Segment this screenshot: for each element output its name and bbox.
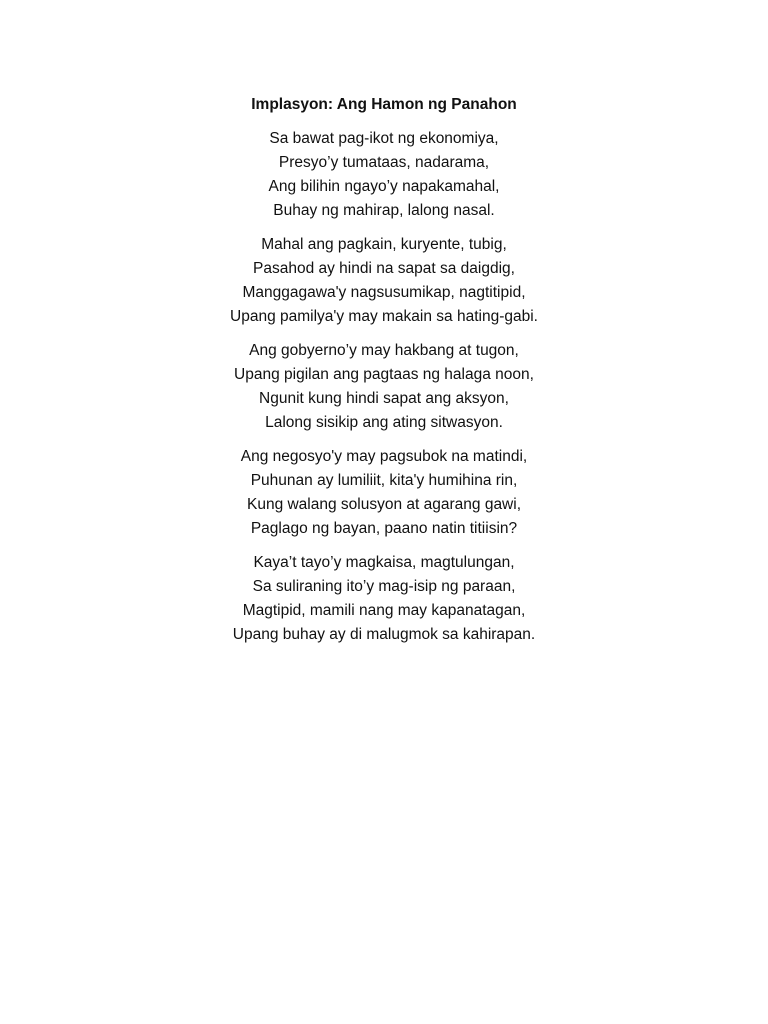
- poem-line: Kaya’t tayo’y magkaisa, magtulungan,: [253, 554, 515, 571]
- poem-line: Puhunan ay lumiliit, kita'y humihina rin,: [250, 472, 518, 489]
- poem-line: Paglago ng bayan, paano natin titiisin?: [250, 520, 518, 537]
- poem-line: Presyo’y tumataas, nadarama,: [278, 154, 490, 171]
- poem-line: Ang bilihin ngayo’y napakamahal,: [268, 178, 500, 195]
- poem-line: Magtipid, mamili nang may kapanatagan,: [242, 602, 526, 619]
- poem-line: Sa suliraning ito’y mag-isip ng paraan,: [252, 578, 516, 595]
- stanza-2: [0, 233, 768, 329]
- stanza-3: [0, 339, 768, 435]
- poem-line: Manggagawa'y nagsusumikap, nagtitipid,: [242, 284, 526, 301]
- poem-line: Upang pamilya'y may makain sa hating-gabi.: [230, 308, 538, 325]
- poem: [0, 93, 768, 657]
- poem-line: Ngunit kung hindi sapat ang aksyon,: [259, 390, 509, 407]
- poem-title: Implasyon: Ang Hamon ng Panahon: [251, 96, 517, 113]
- stanza-1: [0, 127, 768, 223]
- poem-line: Upang pigilan ang pagtaas ng halaga noon,: [234, 366, 534, 383]
- poem-line: Lalong sisikip ang ating sitwasyon.: [265, 414, 503, 431]
- poem-line: Ang gobyerno’y may hakbang at tugon,: [249, 342, 519, 359]
- poem-line: Ang negosyo'y may pagsubok na matindi,: [240, 448, 528, 465]
- poem-line: Buhay ng mahirap, lalong nasal.: [273, 202, 495, 219]
- poem-line: Kung walang solusyon at agarang gawi,: [246, 496, 522, 513]
- stanza-5: [0, 551, 768, 647]
- poem-line: Upang buhay ay di malugmok sa kahirapan.: [232, 626, 536, 643]
- stanza-4: [0, 445, 768, 541]
- poem-line: Mahal ang pagkain, kuryente, tubig,: [261, 236, 507, 253]
- poem-line: Sa bawat pag-ikot ng ekonomiya,: [269, 130, 499, 147]
- poem-line: Pasahod ay hindi na sapat sa daigdig,: [253, 260, 515, 277]
